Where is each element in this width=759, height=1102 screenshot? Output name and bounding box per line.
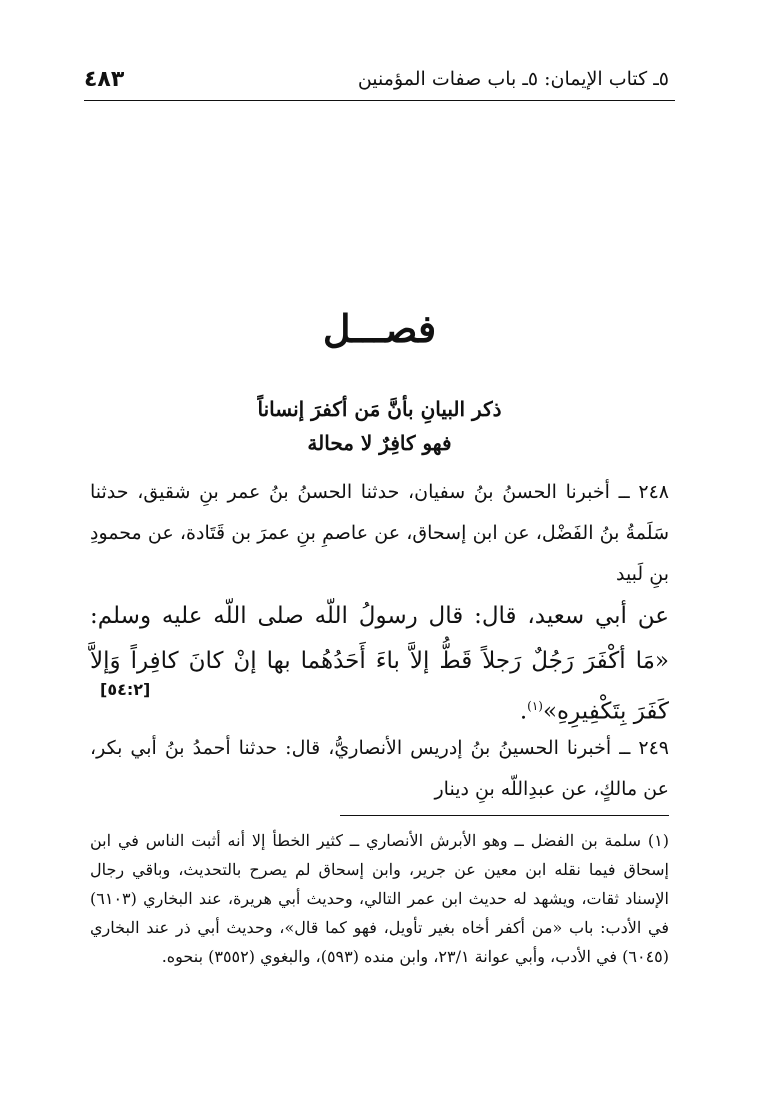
footnote-rule bbox=[340, 815, 669, 816]
header-rule bbox=[84, 100, 675, 101]
chapter-heading bbox=[120, 392, 639, 460]
page-number: ٤٨٣ bbox=[84, 66, 125, 92]
chapter-heading-line-2: فهو كافِرٌ لا محالة bbox=[307, 431, 452, 455]
running-title: ٥ـ كتاب الإيمان: ٥ـ باب صفات المؤمنين bbox=[357, 68, 669, 90]
hadith-248-isnad: ٢٤٨ ــ أخبرنا الحسنُ بنُ سفيان، حدثنا الحسنُ بنُ عمر بنِ شقيق، حدثنا سَلَمةُ بنُ الفَضْل، عن ابن إسحاق، عن عاصمِ بنِ عمرَ بن قَتَادة، عن محمودِ بنِ لَبيد bbox=[90, 481, 669, 585]
hadith-248-matn: عن أبي سعيد، قال: قال رسولُ اللّه صلى اللّه عليه وسلم: «مَا أكْفَرَ رَجُلٌ رَجلاً قَطُّ إلاَّ باءَ أَحَدُهُما بها إنْ كانَ كافِراً وَإلاَّ كَفَرَ بِتَكْفِيرِهِ»$^{(١)}$. bbox=[90, 603, 669, 725]
hadith-248-matn-text: عن أبي سعيد، قال: قال رسولُ اللّه صلى اللّه عليه وسلم: «مَا أكْفَرَ رَجُلٌ رَجلاً قَطُّ إلاَّ باءَ أَحَدُهُما بها إنْ كانَ كافِراً وَإلاَّ كَفَرَ بِتَكْفِيرِهِ» bbox=[90, 603, 669, 725]
chapter-heading-line-1: ذكر البيانِ بأنَّ مَن أكفرَ إنساناً bbox=[257, 397, 502, 421]
hadith-249-isnad: ٢٤٩ ــ أخبرنا الحسينُ بنُ إدريس الأنصاريُّ، قال: حدثنا أحمدُ بنُ أبي بكر، عن مالكٍ، عن عبدِاللّه بنِ دينار bbox=[90, 737, 669, 800]
source-reference: [٥٤:٢] bbox=[100, 680, 151, 699]
footnote-1: (١) سلمة بن الفضل ــ وهو الأبرش الأنصاري ــ كثير الخطأ إلا أنه أثبت الناس في ابن إسحاق فيما نقله ابن معين عن جرير، وابن إسحاق لم يصرح بالتحديث، وباقي رجال الإسناد ثقات، ويشهد له حديث ابن عمر التالي، وحديث أبي هريرة، عند البخاري (٦١٠٣) في الأدب: باب «من أكفر أخاه بغير تأويل، فهو كما قال»، وحديث أبي ذر عند البخاري (٦٠٤٥) في الأدب، وأبي عوانة ٢٣/١، وابن منده (٥٩٣)، والبغوي (٣٥٥٢) بنحوه. bbox=[90, 831, 669, 966]
running-head bbox=[84, 62, 669, 96]
footnote-marker: (١) bbox=[527, 699, 543, 713]
section-title: فصـــل bbox=[322, 306, 437, 351]
